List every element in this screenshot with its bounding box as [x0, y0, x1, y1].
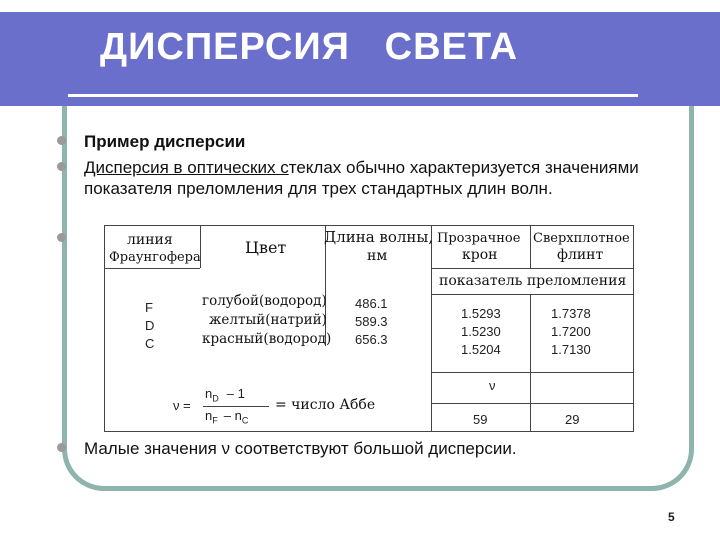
bullet-dispersion-text — [84, 157, 654, 199]
abbe-den-mid: – n — [223, 408, 242, 423]
header-color: Цвет — [245, 238, 287, 257]
grid-line — [431, 294, 633, 295]
flint-index-cell: 1.7200 — [551, 324, 591, 339]
title-underline — [68, 94, 638, 97]
line-label: C — [145, 336, 155, 351]
line-label: F — [145, 300, 153, 315]
color-cell: желтый(натрий) — [209, 312, 327, 328]
wavelength-cell: 656.3 — [355, 332, 388, 347]
grid-line — [431, 372, 633, 373]
header-crown: крон — [462, 247, 498, 263]
wavelength-cell: 486.1 — [355, 296, 388, 311]
crown-index-cell: 1.5293 — [461, 306, 501, 321]
text-part: для трех стандартных длин волн. — [283, 179, 553, 198]
flint-index-cell: 1.7378 — [551, 306, 591, 321]
abbe-denominator — [205, 408, 248, 426]
bullet-dot — [57, 233, 66, 242]
bullet-dot — [57, 443, 66, 452]
grid-line — [530, 294, 531, 431]
bullet-conclusion: Малые значения ν соответствуют большой дисперсии. — [84, 439, 517, 458]
wavelength-cell: 589.3 — [355, 314, 388, 329]
grid-line — [431, 403, 633, 404]
abbe-num-tail: – 1 — [226, 386, 245, 401]
grid-line — [530, 226, 531, 268]
header-wavelength: Длина волны, — [324, 228, 434, 246]
abbe-lhs: ν = — [173, 398, 191, 413]
header-superdense: Сверхплотное — [533, 231, 630, 246]
underlined-text: Дисперсия в оптических с — [84, 158, 289, 177]
abbe-numerator — [205, 386, 245, 404]
header-line: линия — [127, 232, 173, 248]
header-transparent: Прозрачное — [437, 231, 521, 246]
abbe-flint-value: 29 — [565, 412, 580, 427]
line-label: D — [145, 318, 155, 333]
grid-line — [431, 268, 633, 269]
abbe-sub: F — [212, 415, 218, 426]
crown-index-cell: 1.5204 — [461, 342, 501, 357]
color-cell: голубой(водород) — [202, 293, 327, 309]
crown-index-cell: 1.5230 — [461, 324, 501, 339]
bullet-example: Пример дисперсии — [84, 132, 246, 151]
header-fraunhofer: Фраунгофера — [109, 250, 201, 265]
header-refractive-index: показатель преломления — [439, 273, 627, 289]
bullet-dot — [57, 162, 66, 171]
abbe-sub: C — [241, 415, 249, 426]
color-cell: красный(водород) — [202, 331, 332, 347]
fraction-bar — [203, 406, 269, 407]
abbe-crown-value: 59 — [473, 412, 488, 427]
abbe-n: n — [205, 408, 213, 423]
text-part: теклах обычно характеризуется значениями показателя преломления — [84, 158, 639, 198]
slide-title: ДИСПЕРСИЯ СВЕТА — [100, 26, 519, 68]
header-flint: флинт — [557, 247, 604, 263]
page-number: 5 — [668, 510, 675, 524]
bullet-dot — [57, 136, 66, 145]
flint-index-cell: 1.7130 — [551, 342, 591, 357]
header-nm: нм — [367, 248, 388, 264]
nu-label: ν — [489, 378, 496, 393]
abbe-rhs: = число Аббе — [275, 397, 376, 413]
abbe-sub: D — [212, 393, 219, 404]
grid-line — [431, 226, 432, 431]
grid-line — [105, 268, 200, 269]
dispersion-table — [104, 225, 634, 432]
abbe-n: n — [205, 386, 213, 401]
